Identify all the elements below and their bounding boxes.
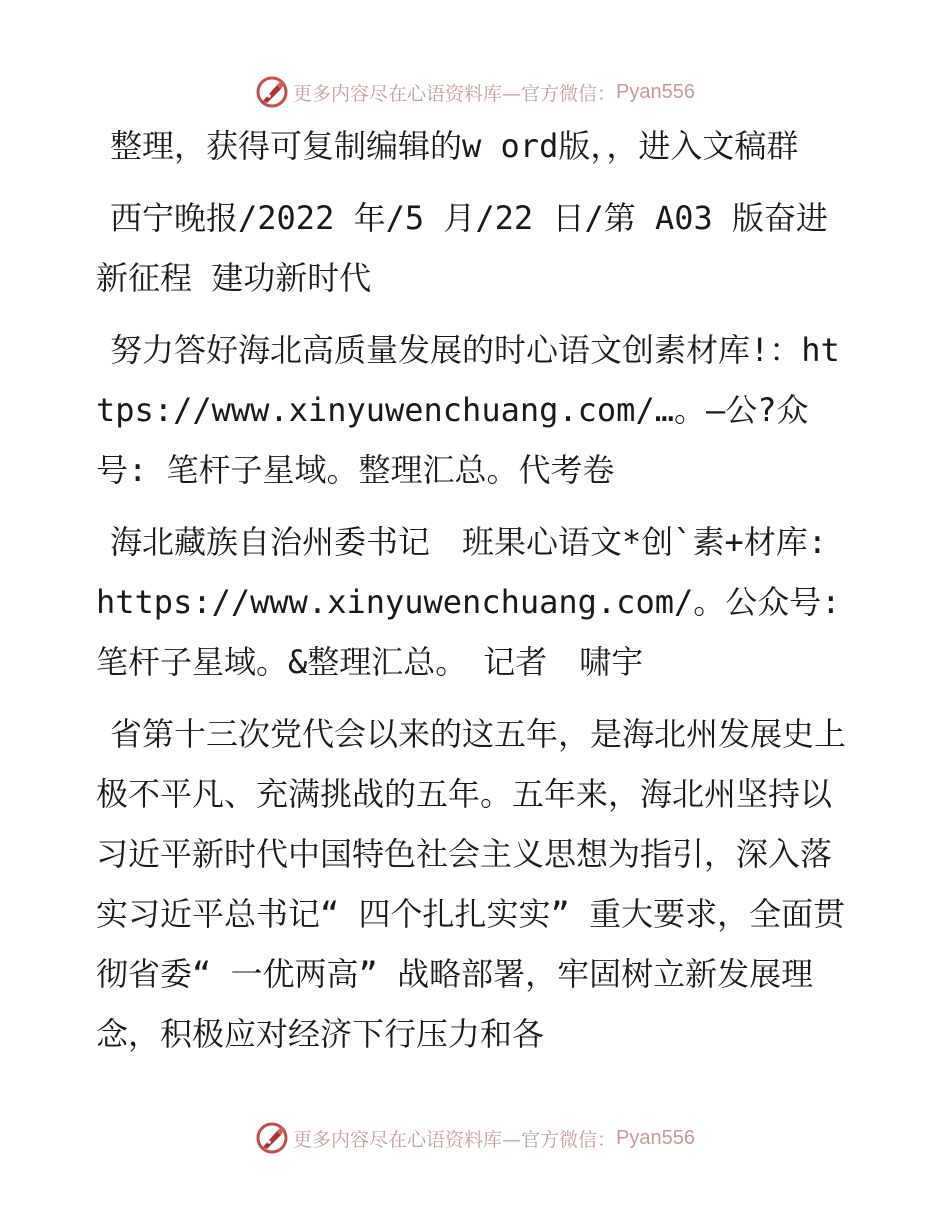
pen-nib-logo-icon xyxy=(255,1121,289,1155)
paragraph-5: 省第十三次党代会以来的这五年，是海北州发展史上极不平凡、充满挑战的五年。五年来，海北州坚持以习近平新时代中国特色社会主义思想为指引，深入落实习近平总书记“ 四个扎扎实实” 重大要求，全面贯彻省委“ 一优两高” 战略部署，牢固树立新发展理念，积极应对经济下行压力和各 xyxy=(96,715,847,1053)
footer-banner-wechat-id: Pyan556 xyxy=(616,1126,695,1149)
paragraph-3: 努力答好海北高质量发展的时心语文创素材库!：https://www.xinyuwenchuang.com/…。—公?众号: 笔杆子星域。整理汇总。代考卷 xyxy=(96,331,840,489)
footer-banner-text: 更多内容尽在心语资料库—官方微信： xyxy=(293,1128,617,1151)
paragraph-2: 西宁晚报/2022 年/5 月/22 日/第 A03 版奋进新征程 建功新时代 xyxy=(96,199,829,297)
pen-nib-logo-icon xyxy=(255,75,289,109)
header-banner-text: 更多内容尽在心语资料库—官方微信： xyxy=(293,82,617,105)
footer-watermark-banner xyxy=(0,1118,950,1158)
paragraph-4: 海北藏族自治州委书记 班果心语文*创`素+材库: https://www.xinyuwenchuang.com/。公众号: 笔杆子星域。&整理汇总。 记者 啸宇 xyxy=(96,523,841,681)
header-banner-wechat-id: Pyan556 xyxy=(616,80,695,103)
header-watermark-banner xyxy=(0,72,950,112)
article-body xyxy=(96,116,856,1076)
paragraph-1: 整理，获得可复制编辑的w ord版，，进入文稿群 xyxy=(110,127,799,165)
